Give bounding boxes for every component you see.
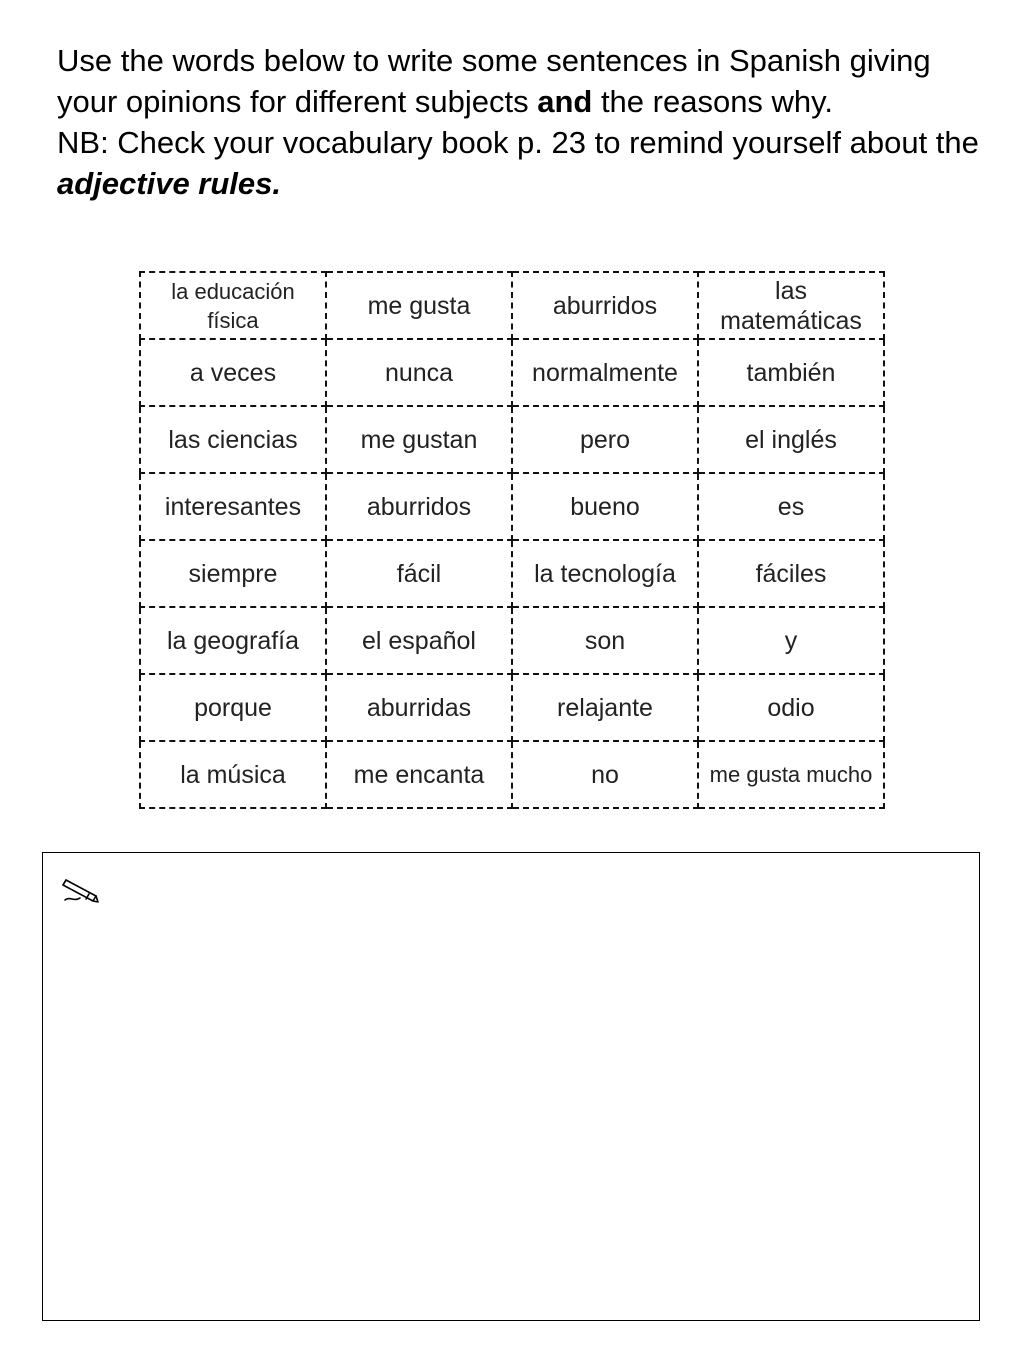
note-text: NB: Check your vocabulary book p. 23 to remind yourself about the (57, 125, 979, 160)
word-cell: las matemáticas (698, 272, 884, 339)
word-cell: normalmente (512, 339, 698, 406)
word-cell: fácil (326, 540, 512, 607)
word-cell: nunca (326, 339, 512, 406)
instruction-text: Use the words below to write some sentences in Spanish giving your opinions for different subjects (57, 43, 931, 119)
word-cell: siempre (140, 540, 326, 607)
word-cell: no (512, 741, 698, 808)
word-cell: fáciles (698, 540, 884, 607)
instruction-paragraph-1 (57, 40, 987, 122)
word-grid (139, 271, 885, 809)
word-cell: aburridos (512, 272, 698, 339)
word-cell: porque (140, 674, 326, 741)
note-emphasis: adjective rules. (57, 166, 282, 201)
word-cell: odio (698, 674, 884, 741)
word-cell: me gusta mucho (698, 741, 884, 808)
instruction-bold-and: and (537, 84, 593, 119)
word-cell: aburridas (326, 674, 512, 741)
word-cell: pero (512, 406, 698, 473)
pencil-icon (60, 875, 100, 905)
word-cell: interesantes (140, 473, 326, 540)
instruction-text-end: the reasons why. (592, 84, 833, 119)
word-cell: la música (140, 741, 326, 808)
word-cell: la tecnología (512, 540, 698, 607)
word-grid-row (140, 741, 884, 808)
word-cell: las ciencias (140, 406, 326, 473)
word-grid-row (140, 540, 884, 607)
word-cell: me gusta (326, 272, 512, 339)
word-cell: es (698, 473, 884, 540)
word-cell: la educación física (140, 272, 326, 339)
word-cell: bueno (512, 473, 698, 540)
word-grid-row (140, 406, 884, 473)
word-cell: relajante (512, 674, 698, 741)
word-grid-row (140, 473, 884, 540)
word-cell: el español (326, 607, 512, 674)
word-cell: son (512, 607, 698, 674)
word-cell: me gustan (326, 406, 512, 473)
word-grid-row (140, 674, 884, 741)
word-cell: me encanta (326, 741, 512, 808)
word-cell: a veces (140, 339, 326, 406)
word-grid-row (140, 272, 884, 339)
word-cell: aburridos (326, 473, 512, 540)
word-cell: también (698, 339, 884, 406)
answer-box[interactable] (42, 852, 980, 1321)
instruction-paragraph-2 (57, 122, 987, 204)
instructions (57, 40, 987, 204)
word-cell: y (698, 607, 884, 674)
word-cell: el inglés (698, 406, 884, 473)
word-grid-row (140, 607, 884, 674)
word-grid-row (140, 339, 884, 406)
word-cell: la geografía (140, 607, 326, 674)
